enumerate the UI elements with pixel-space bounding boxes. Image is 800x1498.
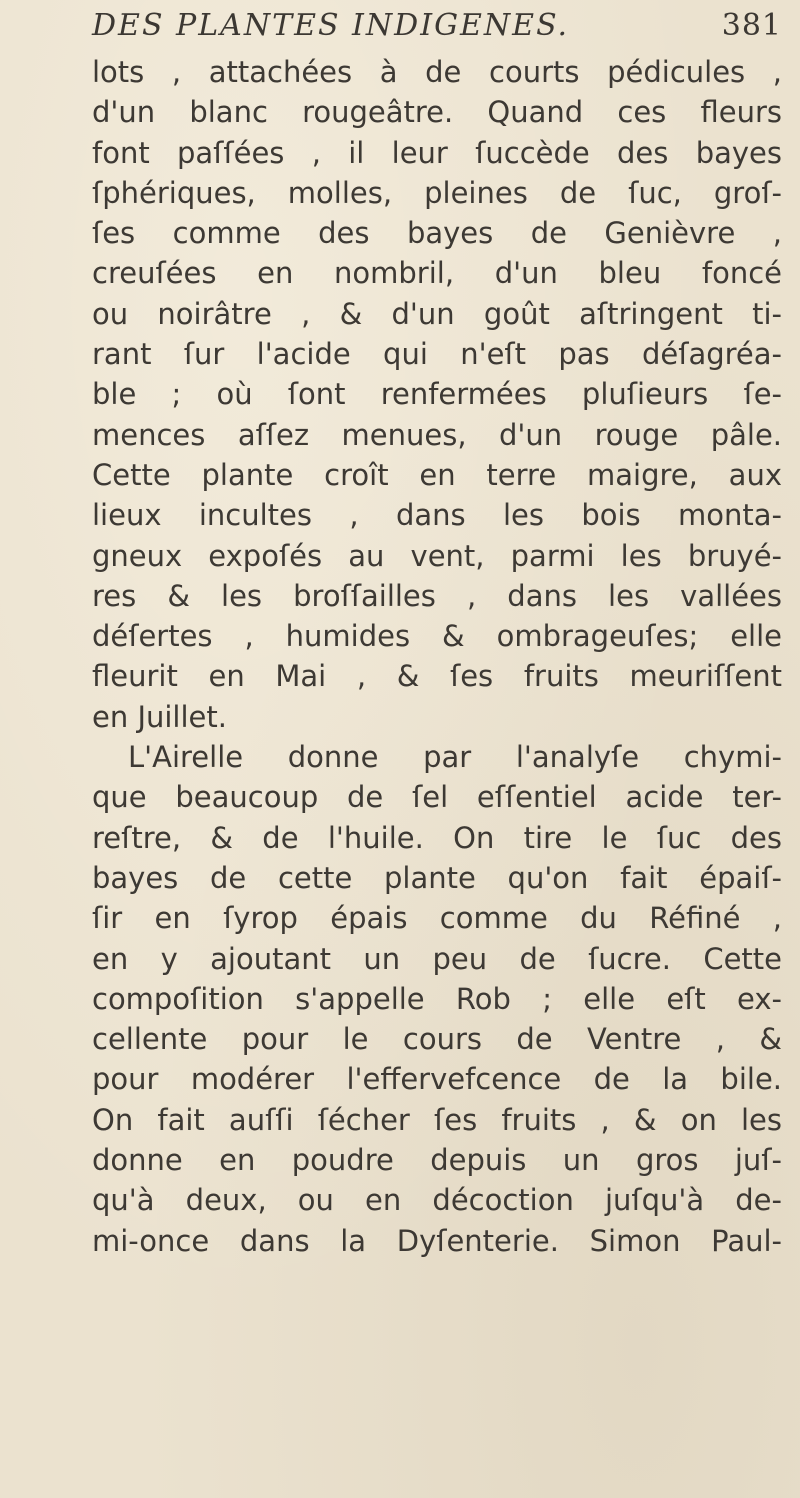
text-line: fleurit en Mai , & ſes fruits meuriſſent bbox=[92, 659, 782, 694]
text-line: lots , attachées à de courts pédicules , bbox=[92, 55, 782, 89]
text-line: ſphériques, molles, pleines de ſuc, groſ- bbox=[92, 175, 782, 210]
text-line: en y ajoutant un peu de ſucre. Cette bbox=[92, 941, 782, 976]
text-line: pour modérer l'effervefcence de la bile. bbox=[92, 1062, 782, 1097]
text-line: compoſition s'appelle Rob ; elle eſt ex- bbox=[92, 981, 782, 1016]
text-line: cellente pour le cours de Ventre , & bbox=[92, 1022, 782, 1057]
text-line: mi-once dans la Dyſenterie. Simon Paul- bbox=[92, 1223, 782, 1258]
paragraph-start-line: L'Airelle donne par l'analyſe chymi- bbox=[128, 740, 782, 775]
text-line: gneux expoſés au vent, parmi les bruyé- bbox=[92, 538, 782, 573]
text-line: On fait auſſi ſécher ſes fruits , & on les bbox=[92, 1102, 782, 1137]
text-line: qu'à deux, ou en décoction juſqu'à de- bbox=[92, 1183, 782, 1218]
text-line: ſir en ſyrop épais comme du Réfiné , bbox=[92, 901, 782, 936]
text-line: creuſées en nombril, d'un bleu foncé bbox=[92, 256, 782, 291]
text-line: ble ; où ſont renfermées pluſieurs ſe- bbox=[92, 377, 782, 412]
text-line: ſes comme des bayes de Genièvre , bbox=[92, 216, 782, 251]
text-line: d'un blanc rougeâtre. Quand ces fleurs bbox=[92, 95, 782, 130]
text-line: reſtre, & de l'huile. On tire le ſuc des bbox=[92, 820, 782, 855]
text-line: ou noirâtre , & d'un goût aſtringent ti- bbox=[92, 296, 782, 331]
text-line: font paſſées , il leur ſuccède des bayes bbox=[92, 135, 782, 170]
text-line: déſertes , humides & ombrageuſes; elle bbox=[92, 619, 782, 654]
text-line: mences aſſez menues, d'un rouge pâle. bbox=[92, 417, 782, 452]
running-header bbox=[92, 4, 782, 48]
text-line: que beaucoup de ſel eſſentiel acide ter- bbox=[92, 780, 782, 815]
text-line: Cette plante croît en terre maigre, aux bbox=[92, 457, 782, 492]
running-title: DES PLANTES INDIGENES. bbox=[92, 8, 570, 43]
paragraph-end-line: en Juillet. bbox=[92, 699, 227, 734]
text-line: bayes de cette plante qu'on fait épaiſ- bbox=[92, 860, 782, 895]
text-line: rant ſur l'acide qui n'eſt pas déſagréa- bbox=[92, 337, 782, 372]
text-line: lieux incultes , dans les bois monta- bbox=[92, 498, 782, 533]
body-text bbox=[92, 52, 782, 1261]
page-number: 381 bbox=[721, 8, 782, 43]
text-line: donne en poudre depuis un gros juſ- bbox=[92, 1143, 782, 1178]
text-line: res & les broſſailles , dans les vallées bbox=[92, 578, 782, 613]
